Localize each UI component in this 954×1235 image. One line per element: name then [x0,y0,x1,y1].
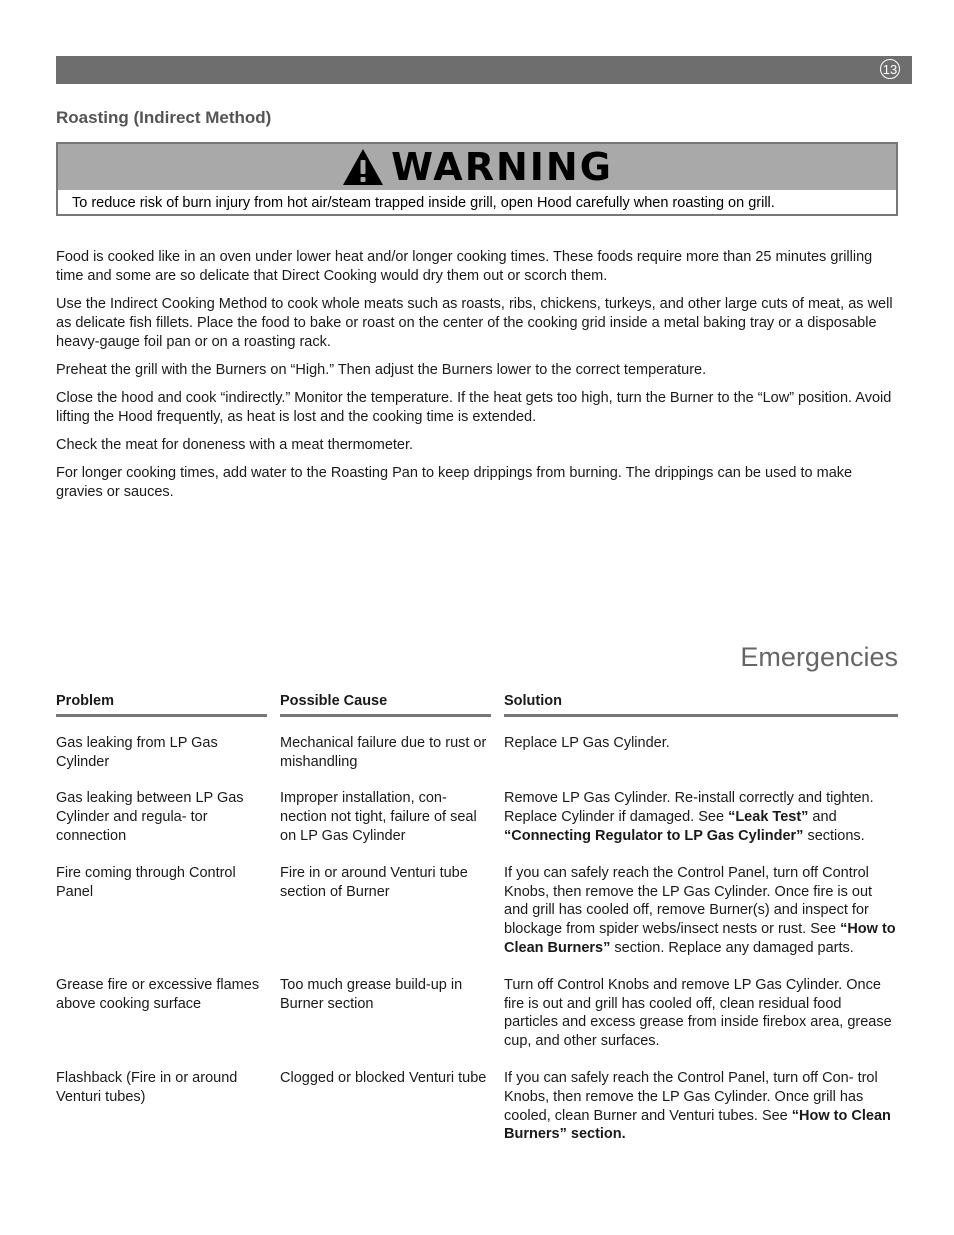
paragraph: Check the meat for doneness with a meat thermometer. [56,437,414,453]
roasting-body [56,248,898,511]
solution-cell: Turn off Control Knobs and remove LP Gas Cylinder. Once fire is out and grill has cooled off, clean residual food particles and excess grease from inside firebox area, grease cup, and other surfaces. [504,976,892,1050]
cause-cell: Clogged or blocked Venturi tube [280,1069,487,1086]
warning-box [56,142,898,216]
solution-cell: Replace LP Gas Cylinder. [504,734,670,751]
reference-clean-burners: “How to Clean Burners” [504,921,896,956]
table-row [56,958,898,1051]
table-row [56,717,898,772]
roasting-heading: Roasting (Indirect Method) [56,108,272,127]
solution-cell: Remove LP Gas Cylinder. Re-install correctly and tighten. Replace Cylinder if damaged. See “Leak Test” and “Connecting Regulator to LP Gas Cylinder” sections. [504,790,874,844]
problem-cell: Grease fire or excessive flames above cooking surface [56,976,260,1012]
problem-cell: Gas leaking from LP Gas Cylinder [56,734,218,770]
header-bar [56,56,912,84]
emergencies-table [56,690,898,1144]
warning-text: To reduce risk of burn injury from hot air/steam trapped inside grill, open Hood carefully when roasting on grill. [72,195,775,211]
table-row [56,846,898,958]
warning-header [58,144,896,190]
paragraph: For longer cooking times, add water to the Roasting Pan to keep drippings from burning. The drippings can be used to make gravies or sauces. [56,465,853,500]
paragraph: Food is cooked like in an oven under lower heat and/or longer cooking times. These foods require more than 25 minutes grilling time and some are so delicate that Direct Cooking would dry them out or scorch them. [56,249,873,284]
problem-cell: Fire coming through Control Panel [56,864,236,900]
column-header-problem: Problem [56,690,267,717]
paragraph: Close the hood and cook “indirectly.” Monitor the temperature. If the heat gets too high, turn the Burner to the “Low” position. Avoid lifting the Hood frequently, as heat is lost and the cooking time is extended. [56,390,892,425]
solution-cell: If you can safely reach the Control Panel, turn off Con- trol Knobs, then remove the LP Gas Cylinder. Once grill has cooled, clean Burner and Venturi tubes. See “How to Clean Burners” section. [504,1069,891,1143]
reference-leak-test: “Leak Test” [728,809,809,826]
table-row [56,1051,898,1144]
warning-triangle-icon [341,147,385,187]
cause-cell: Too much grease build-up in Burner section [280,976,463,1012]
column-header-solution: Solution [504,690,898,717]
cause-cell: Mechanical failure due to rust or mishandling [280,734,487,770]
page-number: 13 [880,59,900,79]
table-row [56,771,898,845]
column-header-cause: Possible Cause [280,690,491,717]
problem-cell: Gas leaking between LP Gas Cylinder and regula- tor connection [56,790,244,844]
warning-title: WARNING [391,145,613,189]
paragraph: Use the Indirect Cooking Method to cook whole meats such as roasts, ribs, chickens, turkeys, and other large cuts of meat, as well as delicate fish fillets. Place the food to bake or roast on the center of the cooking grid inside a metal baking tray or a disposable heavy-gauge foil pan or on a roasting rack. [56,296,893,350]
reference-connecting-regulator: “Connecting Regulator to LP Gas Cylinder” [504,827,804,844]
problem-cell: Flashback (Fire in or around Venturi tubes) [56,1069,238,1105]
cause-cell: Fire in or around Venturi tube section of Burner [280,864,468,900]
paragraph: Preheat the grill with the Burners on “High.” Then adjust the Burners lower to the correct temperature. [56,362,707,378]
emergencies-title: Emergencies [740,642,898,672]
cause-cell: Improper installation, con- nection not tight, failure of seal on LP Gas Cylinder [280,790,477,844]
reference-clean-burners: “How to Clean Burners” section. [504,1107,891,1143]
table-header-row [56,690,898,717]
solution-cell: If you can safely reach the Control Panel, turn off Control Knobs, then remove the LP Gas Cylinder. Once fire is out and grill has cooled off, remove Burner(s) and inspect for blockage from spider webs/insect nests or rust. See “How to Clean Burners” section. Replace any damaged parts. [504,864,896,956]
